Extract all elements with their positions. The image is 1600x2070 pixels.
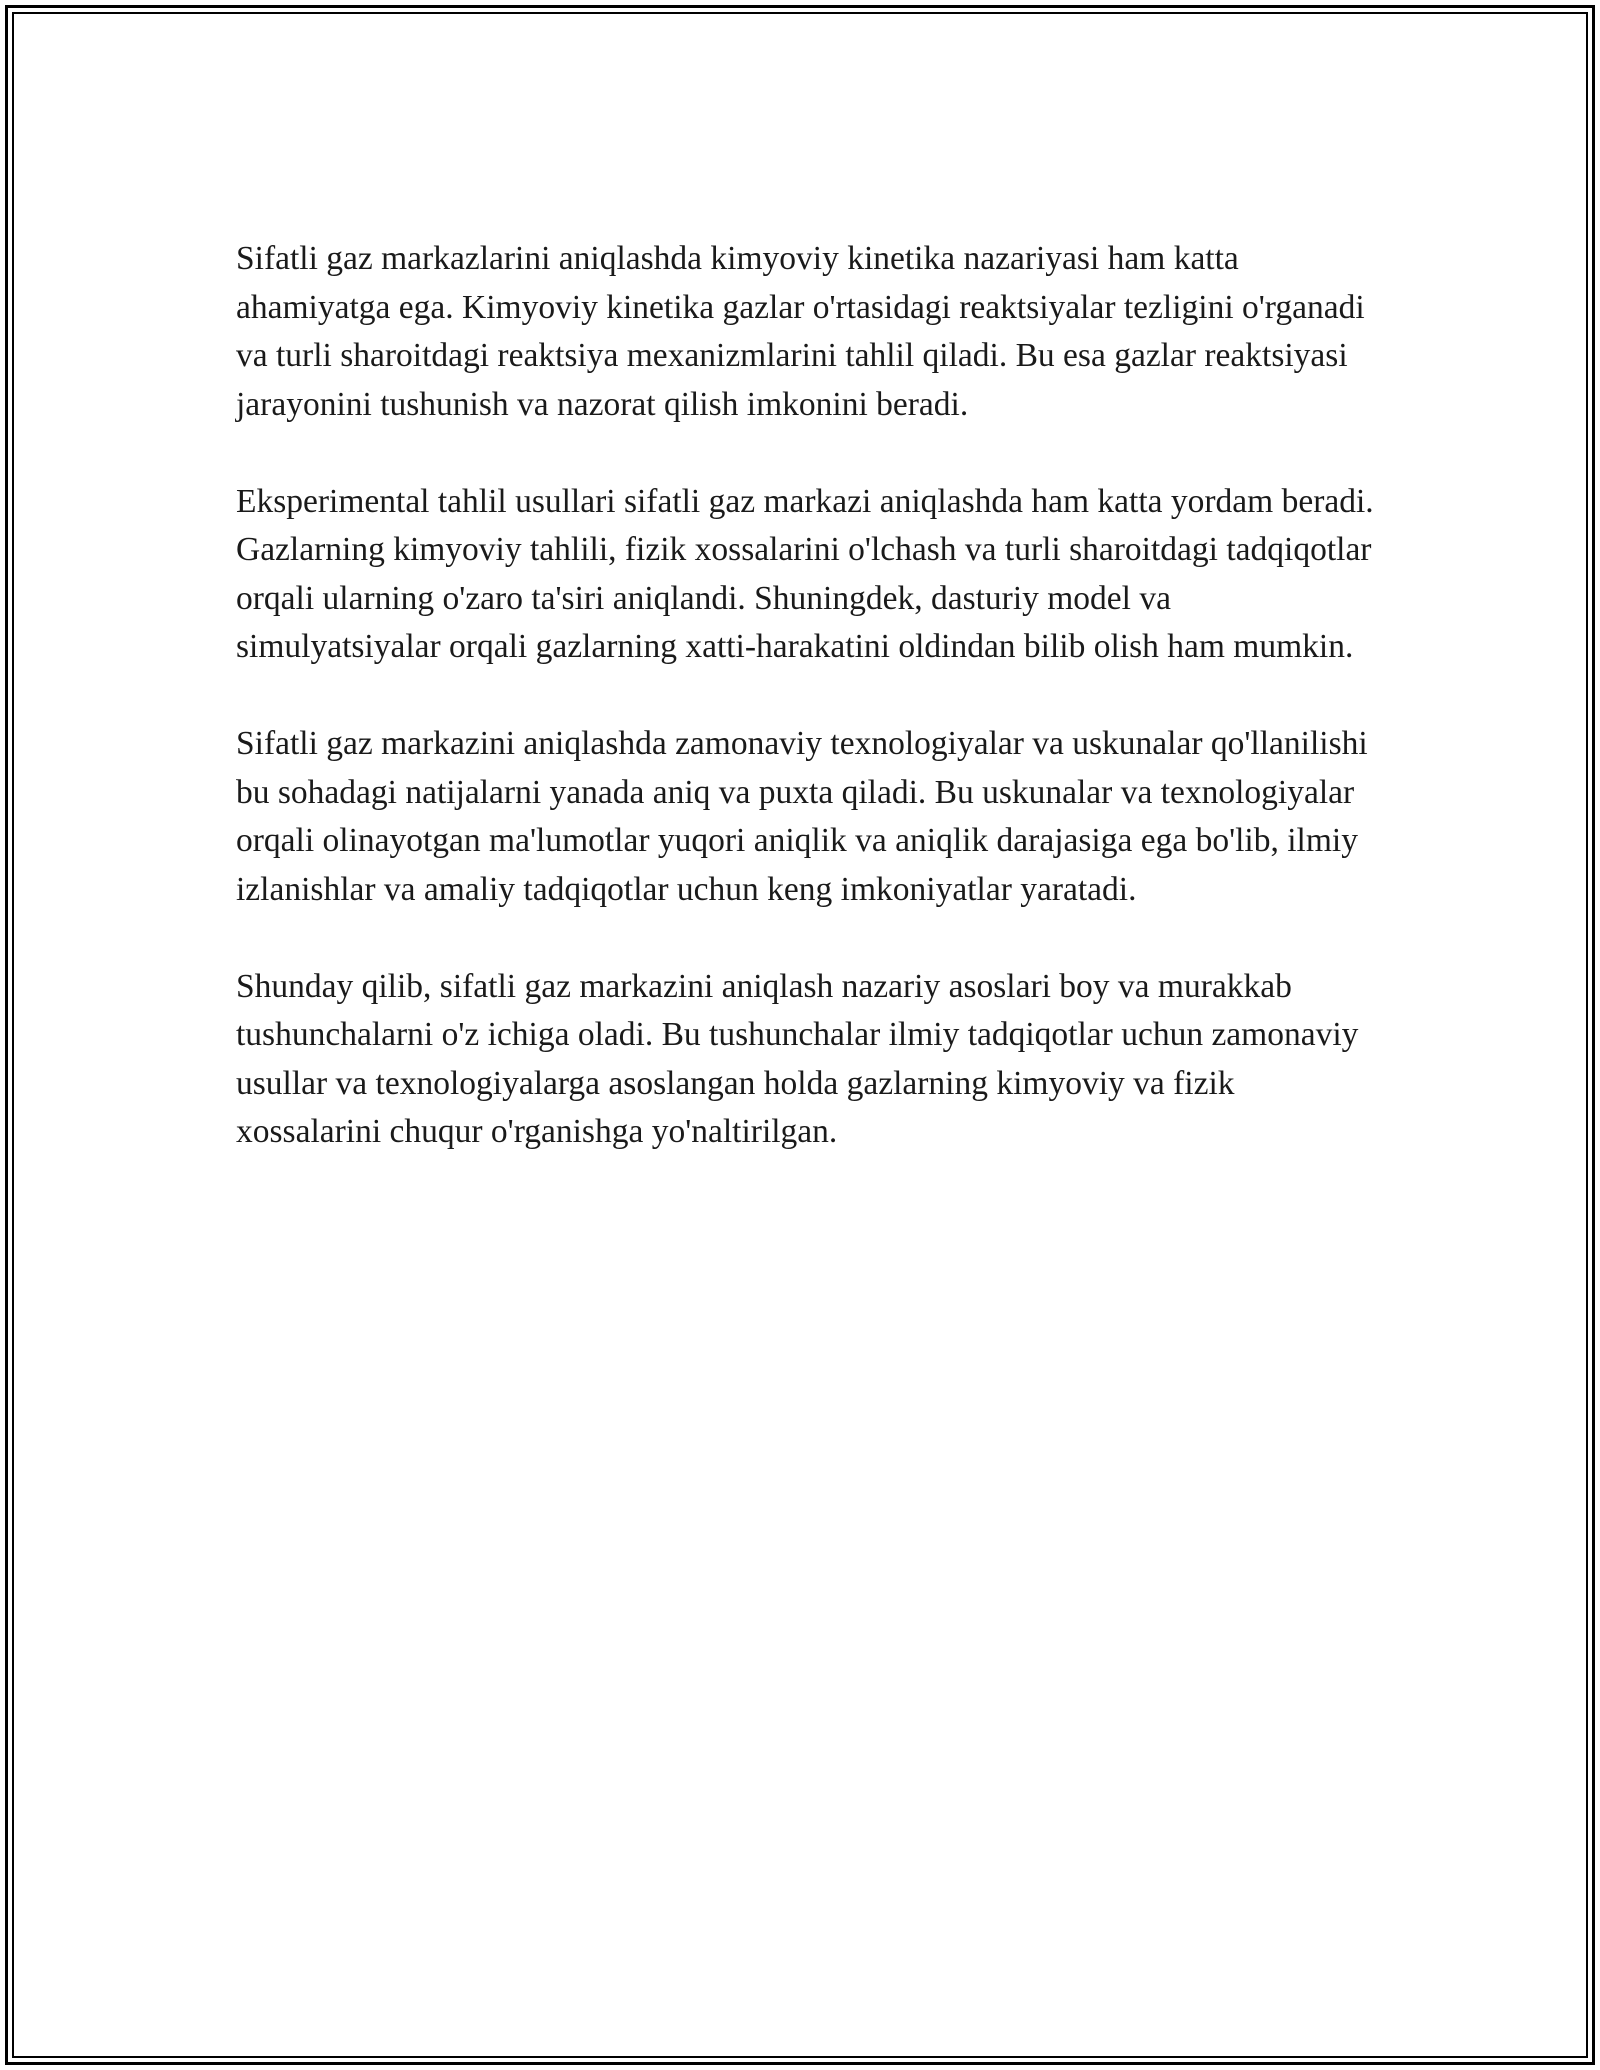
paragraph-experimental-analysis: Eksperimental tahlil usullari sifatli gaz markazi aniqlashda ham katta yordam beradi. Gazlarning kimyoviy tahlili, fizik xossalarini o'lchash va turli sharoitdagi tadqiqotlar orqali ularning o'zaro ta'siri aniqlandi. Shuningdek, dasturiy model va simulyatsiyalar orqali gazlarning xatti-harakatini oldindan bilib olish ham mumkin.	[236, 482, 1374, 665]
paragraph-kinetics: Sifatli gaz markazlarini aniqlashda kimyoviy kinetika nazariyasi ham katta ahamiyatga ega. Kimyoviy kinetika gazlar o'rtasidagi reaktsiyalar tezligini o'rganadi va turli sharoitdagi reaktsiya mexanizmlarini tahlil qiladi. Bu esa gazlar reaktsiyasi jarayonini tushunish va nazorat qilish imkonini beradi.	[236, 240, 1365, 423]
document-body	[236, 235, 1376, 1205]
paragraph-conclusion: Shunday qilib, sifatli gaz markazini aniqlash nazariy asoslari boy va murakkab tushunchalarni o'z ichiga oladi. Bu tushunchalar ilmiy tadqiqotlar uchun zamonaviy usullar va texnologiyalarga asoslangan holda gazlarning kimyoviy va fizik xossalarini chuqur o'rganishga yo'naltirilgan.	[236, 967, 1359, 1150]
paragraph-modern-technologies: Sifatli gaz markazini aniqlashda zamonaviy texnologiyalar va uskunalar qo'llanilishi bu sohadagi natijalarni yanada aniq va puxta qiladi. Bu uskunalar va texnologiyalar orqali olinayotgan ma'lumotlar yuqori aniqlik va aniqlik darajasiga ega bo'lib, ilmiy izlanishlar va amaliy tadqiqotlar uchun keng imkoniyatlar yaratadi.	[236, 725, 1368, 908]
